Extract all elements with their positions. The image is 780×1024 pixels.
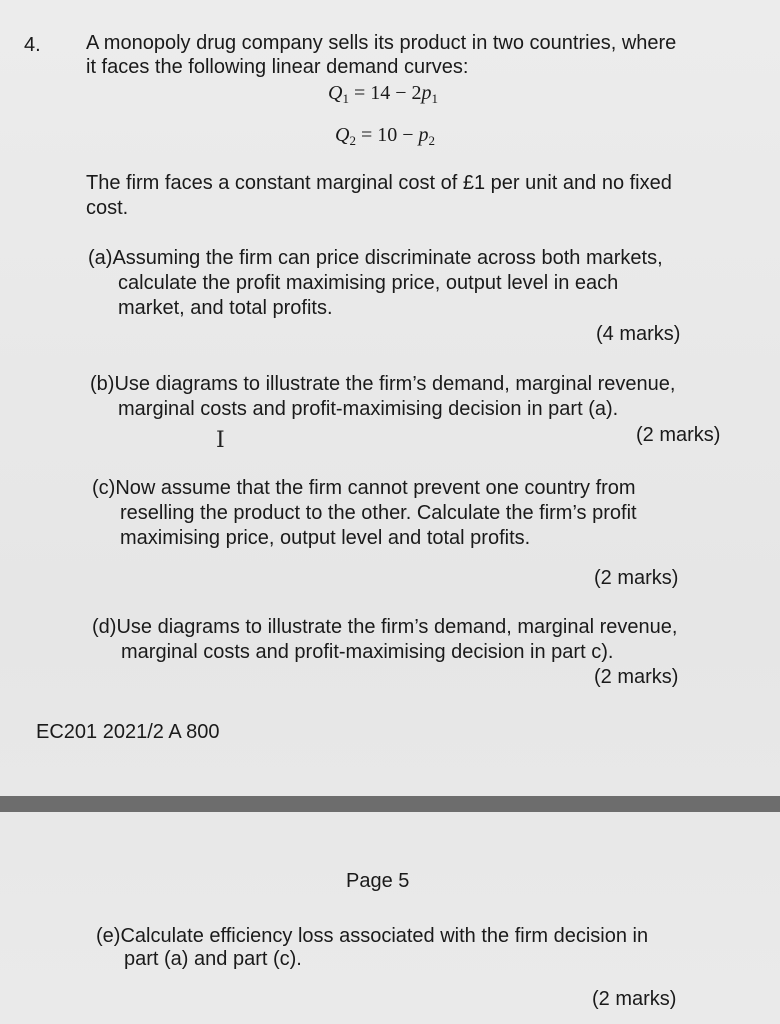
cost-line-2: cost. bbox=[86, 197, 129, 219]
part-b-marks: (2 marks) bbox=[636, 424, 721, 446]
text-cursor-icon: I bbox=[216, 428, 225, 453]
part-c-line-1: (c)Now assume that the firm cannot prevent one country from bbox=[92, 477, 636, 499]
part-c-line-3: maximising price, output level and total profits. bbox=[120, 527, 531, 549]
intro-line-2: it faces the following linear demand curves: bbox=[86, 56, 469, 78]
part-a-line-3: market, and total profits. bbox=[118, 297, 333, 319]
part-e-marks: (2 marks) bbox=[592, 988, 677, 1010]
part-a-line-2: calculate the profit maximising price, output level in each bbox=[118, 272, 619, 294]
part-c-line-2: reselling the product to the other. Calculate the firm’s profit bbox=[120, 502, 637, 524]
page-divider bbox=[0, 796, 780, 812]
part-e-line-2: part (a) and part (c). bbox=[124, 948, 302, 970]
exam-code: EC201 2021/2 A 800 bbox=[36, 721, 220, 743]
question-number: 4. bbox=[24, 34, 41, 56]
intro-line-1: A monopoly drug company sells its product in two countries, where bbox=[86, 32, 677, 54]
part-d-marks: (2 marks) bbox=[594, 666, 679, 688]
page-number: Page 5 bbox=[346, 870, 410, 892]
demand-equation-1: $Q_1 = 14 - 2p_1$ bbox=[328, 82, 439, 106]
part-b-line-1: (b)Use diagrams to illustrate the firm’s demand, marginal revenue, bbox=[90, 373, 676, 395]
part-d-line-1: (d)Use diagrams to illustrate the firm’s demand, marginal revenue, bbox=[92, 616, 678, 638]
part-b-line-2: marginal costs and profit-maximising decision in part (a). bbox=[118, 398, 619, 420]
demand-equation-2: $Q_2 = 10 - p_2$ bbox=[335, 124, 436, 148]
cost-line-1: The firm faces a constant marginal cost of £1 per unit and no fixed bbox=[86, 172, 672, 194]
part-c-marks: (2 marks) bbox=[594, 567, 679, 589]
part-d-line-2: marginal costs and profit-maximising decision in part c). bbox=[121, 641, 614, 663]
part-a-marks: (4 marks) bbox=[596, 323, 681, 345]
part-a-line-1: (a)Assuming the firm can price discriminate across both markets, bbox=[88, 247, 663, 269]
part-e-line-1: (e)Calculate efficiency loss associated with the firm decision in bbox=[96, 925, 649, 947]
